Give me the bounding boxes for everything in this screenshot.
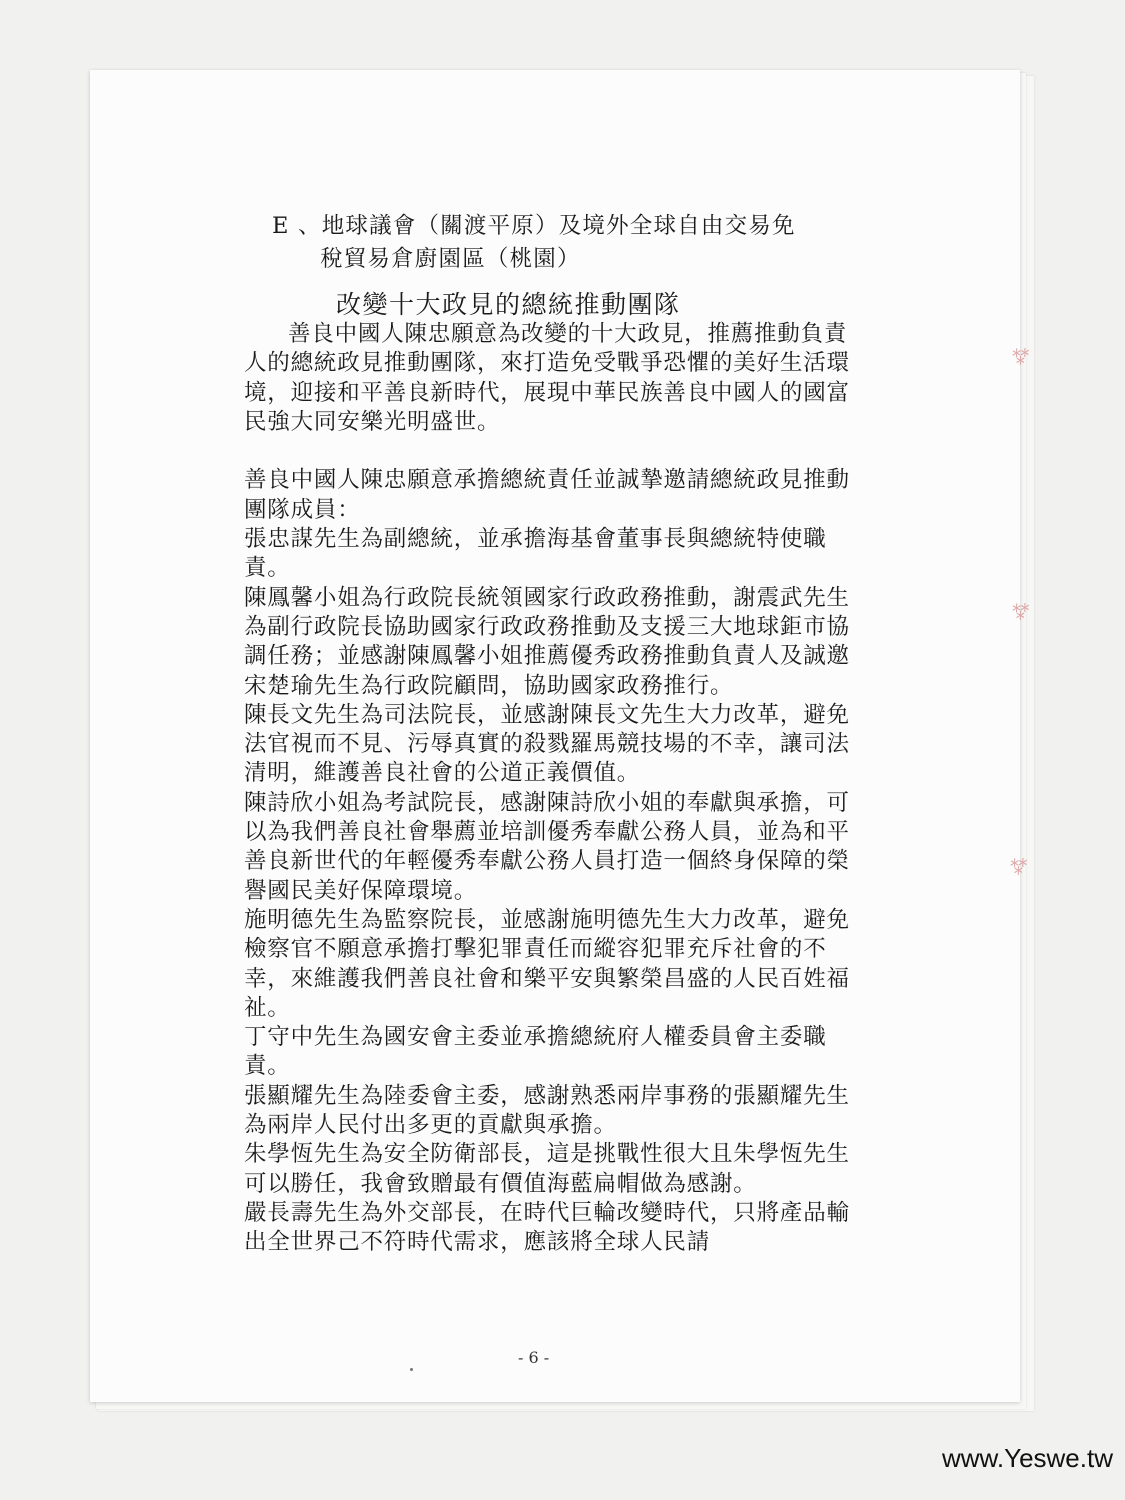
paragraph-gap [244, 437, 850, 466]
body-paragraph: 張顯耀先生為陸委會主委，感謝熟悉兩岸事務的張顯耀先生為兩岸人民付出多更的貢獻與承擔。 [244, 1082, 850, 1139]
document-body [244, 320, 850, 1258]
body-paragraph: 善良中國人陳忠願意承擔總統責任並誠摯邀請總統政見推動團隊成員： [244, 467, 850, 523]
page-number: - 6 - [518, 1348, 550, 1367]
section-heading [272, 210, 872, 276]
section-heading-line1: 、地球議會（關渡平原）及境外全球自由交易免 [298, 213, 796, 239]
body-paragraph: 施明德先生為監察院長，並感謝施明德先生大力改革，避免檢察官不願意承擔打擊犯罪責任而縱容犯罪充斥社會的不幸，來維護我們善良社會和樂平安與繁榮昌盛的人民百姓福祉。 [244, 906, 850, 1021]
watermark: www.Yeswe.tw [942, 1443, 1113, 1473]
body-paragraph: 張忠謀先生為副總統，並承擔海基會董事長與總統特使職責。 [244, 526, 827, 582]
section-heading-line2: 稅貿易倉廚園區（桃園） [320, 246, 581, 272]
body-paragraph: 丁守中先生為國安會主委並承擔總統府人權委員會主委職責。 [244, 1024, 827, 1080]
stamp-mark-icon: ⁂ [1007, 342, 1035, 369]
section-letter: E [272, 213, 290, 239]
body-paragraph: 陳鳳馨小姐為行政院長統領國家行政政務推動，謝震武先生為副行政院長協助國家行政政務推動及支援三大地球鉅市協調任務；並感謝陳鳳馨小姐推薦優秀政務推動負責人及誠邀宋楚瑜先生為行政院顧問，協助國家政務推行。 [244, 584, 850, 699]
body-paragraph: 陳長文先生為司法院長，並感謝陳長文先生大力改革，避免法官視而不見、污辱真實的殺戮羅馬競技場的不幸，讓司法清明，維護善良社會的公道正義價值。 [244, 701, 850, 787]
body-paragraph: 嚴長壽先生為外交部長，在時代巨輪改變時代，只將產品輸出全世界己不符時代需求，應該將全球人民請 [244, 1199, 850, 1256]
intro-paragraph: 善良中國人陳忠願意為改變的十大政見，推薦推動負責人的總統政見推動團隊，來打造免受戰爭恐懼的美好生活環境，迎接和平善良新時代，展現中華民族善良中國人的國富民強大同安樂光明盛世。 [244, 321, 850, 435]
stamp-mark-icon: ⁂ [1005, 852, 1033, 879]
body-paragraph: 朱學恆先生為安全防衛部長，這是挑戰性很大且朱學恆先生可以勝任，我會致贈最有價值海藍扁帽做為感謝。 [244, 1141, 850, 1197]
stamp-mark-icon: ⁂ [1007, 597, 1035, 624]
ink-dot [410, 1368, 413, 1371]
body-paragraph: 陳詩欣小姐為考試院長，感謝陳詩欣小姐的奉獻與承擔，可以為我們善良社會舉薦並培訓優秀奉獻公務人員，並為和平善良新世代的年輕優秀奉獻公務人員打造一個終身保障的榮譽國民美好保障環境。 [244, 789, 850, 904]
document-title: 改變十大政見的總統推動團隊 [336, 290, 681, 319]
